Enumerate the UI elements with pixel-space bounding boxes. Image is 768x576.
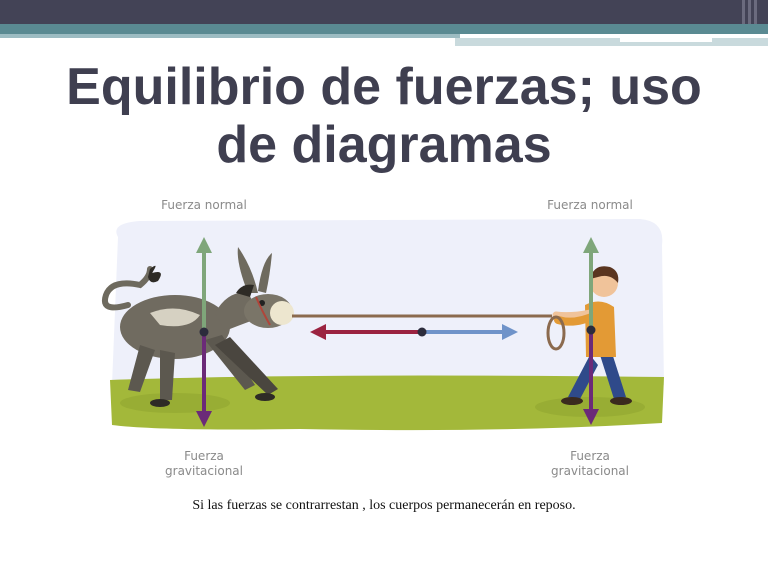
slide-title [20,58,748,174]
left-gravity-force-label [144,449,264,479]
right-gravity-label-line-1: Fuerza [570,449,610,463]
right-gravity-label-line-2: gravitacional [551,464,629,478]
header-bar [0,0,768,46]
left-gravity-label-line-1: Fuerza [184,449,224,463]
title-line-1: Equilibrio de fuerzas; uso [66,58,702,116]
tension-origin-point [418,328,427,337]
right-gravity-force-label [530,449,650,479]
slide-caption: Si las fuerzas se contrarrestan , los cuerpos permanecerán en reposo. [192,498,576,513]
force-diagram [0,185,768,495]
right-normal-force-label: Fuerza normal [547,198,633,212]
left-normal-force-label: Fuerza normal [161,198,247,212]
left-center-point [200,328,209,337]
left-gravity-label-line-2: gravitacional [165,464,243,478]
right-center-point [587,326,596,335]
title-line-2: de diagramas [216,116,552,174]
